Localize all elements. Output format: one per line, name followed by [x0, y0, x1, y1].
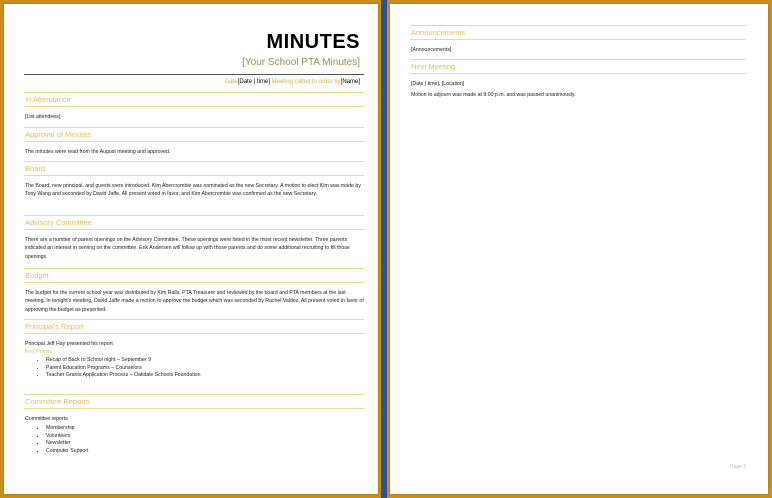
section-announcements: [410, 25, 746, 54]
list-item[interactable]: • Membership: [46, 425, 364, 433]
section-heading: Budget: [24, 268, 364, 283]
key-points-list: [24, 357, 364, 380]
next-meeting-details[interactable]: [Date | time], [Location]: [411, 81, 465, 87]
page-number: Page 2: [730, 464, 746, 470]
list-item[interactable]: • Recap of Back to School night – September 9: [46, 357, 364, 365]
section-text[interactable]: Principal Jeff Hay presented his report: [25, 341, 113, 347]
list-item[interactable]: • Newsletter: [46, 440, 364, 448]
section-in-attendance: [24, 92, 364, 121]
section-heading: Board: [24, 161, 364, 176]
section-heading: In Attendance: [24, 92, 364, 107]
section-principal-report: [24, 319, 364, 380]
list-item[interactable]: • Volunteers: [46, 433, 364, 441]
title-rule: [24, 74, 364, 75]
list-item[interactable]: • Parent Education Programs – Counselors: [46, 365, 364, 373]
section-text[interactable]: [List attendees]: [25, 114, 61, 120]
section-text[interactable]: The Board, new principal, and guests were introduced. Kim Abercrombie was nominated as the new Secretary. A motion to elect Kim was made by Tony Wang and seconded by David Jaffe. All present voted in favor, and Kim Abercrombie was confirmed as the new Secretary.: [25, 183, 361, 198]
section-heading: Next Meeting: [410, 59, 746, 74]
section-text[interactable]: Committee reports: [25, 416, 68, 422]
section-text[interactable]: There are a number of parent openings on the Advisory Committee. These openings were listed in the most recent newsletter. Three parents indicated an interest in serving on the committee. Erik Andersen will follow up with those parents and do some additional recruiting to fill those openings.: [25, 237, 350, 260]
section-heading: Committee Reports: [24, 394, 364, 409]
section-approval: [24, 127, 364, 156]
section-text[interactable]: [Announcements]: [411, 47, 452, 53]
document-title: MINUTES: [266, 31, 360, 53]
section-text[interactable]: The budget for the current school year was distributed by Kim Ralls, PTA Treasurer and reviewed by the board and PTA members at the last meeting. In tonight's meeting, David Jaffe made a motion to approve the budget which was seconded by Rachel Valdez. All present voted in favor of approving the budget as presented.: [25, 290, 364, 313]
list-item[interactable]: • Computer Support: [46, 448, 364, 456]
document-subtitle[interactable]: [Your School PTA Minutes]: [242, 57, 360, 68]
section-heading: Announcements: [410, 25, 746, 40]
page-divider: [381, 0, 387, 498]
section-budget: [24, 268, 364, 314]
section-board: [24, 161, 364, 199]
committee-list: [24, 425, 364, 455]
facilitator-label: Meeting called to order by: [271, 79, 341, 85]
section-heading: Approval of Minutes: [24, 127, 364, 142]
list-item[interactable]: • Teacher Grants Application Process – Oakdale Schools Foundation: [46, 372, 364, 380]
section-text[interactable]: The minutes were read from the August meeting and approved.: [25, 149, 171, 155]
section-next-meeting: [410, 59, 746, 100]
meeting-meta: [225, 79, 360, 85]
document-page-1: [4, 4, 378, 494]
facilitator-value[interactable]: [Name]: [340, 79, 360, 85]
document-page-2: [390, 4, 768, 494]
section-committee-reports: [24, 394, 364, 456]
date-label: Date: [225, 79, 238, 85]
section-heading: Principal's Report: [24, 319, 364, 334]
date-value[interactable]: [Date | time]: [237, 79, 270, 85]
section-heading: Advisory Committee: [24, 215, 364, 230]
section-advisory: [24, 215, 364, 261]
key-points-heading: Key Points: [25, 349, 52, 356]
section-text[interactable]: Motion to adjourn was made at 9:00 p.m. and was passed unanimously.: [411, 92, 576, 99]
